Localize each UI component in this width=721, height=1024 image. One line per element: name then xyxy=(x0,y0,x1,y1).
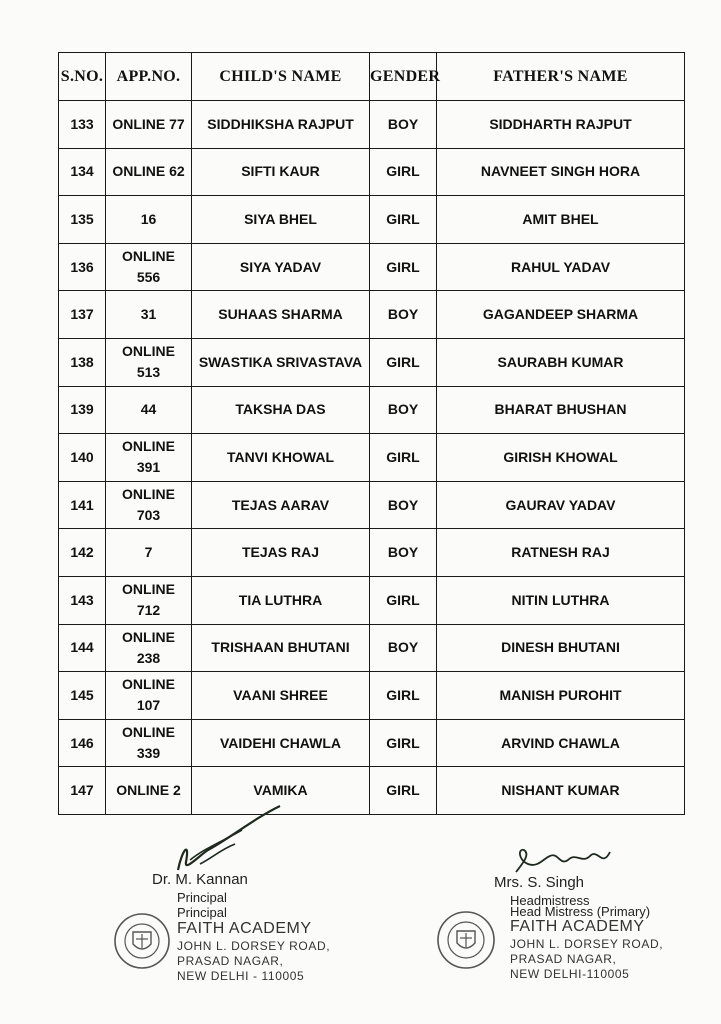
cell-childs-name: SIYA BHEL xyxy=(192,196,370,244)
cell-app-no xyxy=(106,672,192,720)
cell-fathers-name: SAURABH KUMAR xyxy=(437,338,685,386)
cell-gender: GIRL xyxy=(370,148,437,196)
cell-gender: GIRL xyxy=(370,196,437,244)
header-gender: GENDER xyxy=(370,53,437,101)
cell-gender: BOY xyxy=(370,529,437,577)
cell-fathers-name: MANISH PUROHIT xyxy=(437,672,685,720)
cell-app-no xyxy=(106,386,192,434)
cell-childs-name: VAIDEHI CHAWLA xyxy=(192,719,370,767)
cell-fathers-name: GIRISH KHOWAL xyxy=(437,434,685,482)
cell-app-no-line: 238 xyxy=(136,649,161,666)
cell-childs-name: VAANI SHREE xyxy=(192,672,370,720)
cell-childs-name: TEJAS AARAV xyxy=(192,481,370,529)
table-body xyxy=(59,101,685,815)
cell-fathers-name: GAURAV YADAV xyxy=(437,481,685,529)
headmistress-title: Headmistress xyxy=(510,893,590,908)
principal-name: Dr. M. Kannan xyxy=(152,871,248,888)
cell-app-no-line: ONLINE xyxy=(122,438,175,455)
cell-sno: 139 xyxy=(59,386,106,434)
cell-gender: GIRL xyxy=(370,719,437,767)
admission-list-table-wrapper xyxy=(58,52,684,815)
cell-childs-name: TANVI KHOWAL xyxy=(192,434,370,482)
cell-app-no-line: 7 xyxy=(144,544,153,561)
cell-childs-name: VAMIKA xyxy=(192,767,370,815)
principal-stamp-title: Principal xyxy=(177,905,227,920)
cell-sno: 141 xyxy=(59,481,106,529)
principal-stamp-address-3: NEW DELHI - 110005 xyxy=(177,969,305,983)
table-row xyxy=(59,529,685,577)
cell-gender: GIRL xyxy=(370,672,437,720)
table-row xyxy=(59,338,685,386)
cell-sno: 135 xyxy=(59,196,106,244)
header-app-no: APP.NO. xyxy=(106,53,192,101)
principal-stamp-address-1: JOHN L. DORSEY ROAD, xyxy=(177,939,331,953)
cell-gender: GIRL xyxy=(370,434,437,482)
cell-app-no xyxy=(106,719,192,767)
cell-fathers-name: GAGANDEEP SHARMA xyxy=(437,291,685,339)
cell-app-no-line: 339 xyxy=(136,745,161,762)
cell-app-no-line: 703 xyxy=(136,507,161,524)
cell-fathers-name: SIDDHARTH RAJPUT xyxy=(437,101,685,149)
table-row xyxy=(59,291,685,339)
principal-signature-scribble xyxy=(160,800,290,880)
table-row xyxy=(59,624,685,672)
cell-app-no xyxy=(106,624,192,672)
cell-fathers-name: NITIN LUTHRA xyxy=(437,576,685,624)
cell-sno: 142 xyxy=(59,529,106,577)
cell-app-no-line: 391 xyxy=(136,459,161,476)
cell-gender: BOY xyxy=(370,624,437,672)
cell-app-no-line: 107 xyxy=(136,697,161,714)
cell-app-no-line: ONLINE 62 xyxy=(112,163,185,180)
cell-app-no-line: ONLINE xyxy=(122,248,175,265)
table-row xyxy=(59,672,685,720)
principal-title: Principal xyxy=(177,890,227,905)
cell-app-no-line: ONLINE xyxy=(122,724,175,741)
cell-gender: GIRL xyxy=(370,576,437,624)
cell-childs-name: SUHAAS SHARMA xyxy=(192,291,370,339)
cell-sno: 146 xyxy=(59,719,106,767)
cell-app-no xyxy=(106,338,192,386)
cell-app-no-line: 44 xyxy=(140,401,157,418)
cell-gender: BOY xyxy=(370,386,437,434)
headmistress-stamp-address-2: PRASAD NAGAR, xyxy=(510,952,617,966)
cell-sno: 133 xyxy=(59,101,106,149)
cell-childs-name: SIFTI KAUR xyxy=(192,148,370,196)
cell-fathers-name: NISHANT KUMAR xyxy=(437,767,685,815)
table-row xyxy=(59,196,685,244)
table-row xyxy=(59,386,685,434)
cell-childs-name: TRISHAAN BHUTANI xyxy=(192,624,370,672)
admission-list-table xyxy=(58,52,685,815)
cell-app-no-line: 513 xyxy=(136,364,161,381)
cell-sno: 136 xyxy=(59,243,106,291)
headmistress-name: Mrs. S. Singh xyxy=(494,874,585,891)
cell-app-no-line: ONLINE xyxy=(122,676,175,693)
cell-app-no-line: ONLINE xyxy=(122,581,175,598)
cell-app-no xyxy=(106,291,192,339)
cell-app-no-line: ONLINE 77 xyxy=(112,115,185,132)
header-childs-name: CHILD'S NAME xyxy=(192,53,370,101)
cell-fathers-name: NAVNEET SINGH HORA xyxy=(437,148,685,196)
cell-fathers-name: BHARAT BHUSHAN xyxy=(437,386,685,434)
cell-app-no-line: 556 xyxy=(136,269,161,286)
principal-stamp-org: FAITH ACADEMY xyxy=(177,920,312,937)
cell-sno: 138 xyxy=(59,338,106,386)
cell-app-no-line: ONLINE xyxy=(122,628,175,645)
cell-sno: 144 xyxy=(59,624,106,672)
table-row xyxy=(59,481,685,529)
header-fathers-name: FATHER'S NAME xyxy=(437,53,685,101)
principal-stamp-address-2: PRASAD NAGAR, xyxy=(177,954,284,968)
headmistress-stamp-org: FAITH ACADEMY xyxy=(510,918,645,935)
cell-app-no xyxy=(106,481,192,529)
table-row xyxy=(59,434,685,482)
cell-app-no-line: ONLINE xyxy=(122,343,175,360)
cell-gender: BOY xyxy=(370,101,437,149)
cell-sno: 145 xyxy=(59,672,106,720)
cell-gender: GIRL xyxy=(370,338,437,386)
table-header-row xyxy=(59,53,685,101)
school-seal-logo-right xyxy=(436,910,496,970)
table-row xyxy=(59,719,685,767)
cell-app-no-line: 31 xyxy=(140,306,157,323)
cell-app-no-line: 16 xyxy=(140,210,157,227)
cell-sno: 143 xyxy=(59,576,106,624)
cell-app-no xyxy=(106,101,192,149)
cell-fathers-name: RAHUL YADAV xyxy=(437,243,685,291)
table-row xyxy=(59,576,685,624)
cell-childs-name: SWASTIKA SRIVASTAVA xyxy=(192,338,370,386)
table-row xyxy=(59,148,685,196)
cell-sno: 137 xyxy=(59,291,106,339)
cell-fathers-name: DINESH BHUTANI xyxy=(437,624,685,672)
table-row xyxy=(59,767,685,815)
cell-gender: BOY xyxy=(370,291,437,339)
cell-fathers-name: AMIT BHEL xyxy=(437,196,685,244)
cell-app-no xyxy=(106,196,192,244)
school-seal-logo-left xyxy=(113,912,171,970)
cell-app-no xyxy=(106,148,192,196)
cell-childs-name: TIA LUTHRA xyxy=(192,576,370,624)
cell-childs-name: SIYA YADAV xyxy=(192,243,370,291)
headmistress-stamp-title: Head Mistress (Primary) xyxy=(510,904,651,919)
cell-gender: BOY xyxy=(370,481,437,529)
cell-childs-name: SIDDHIKSHA RAJPUT xyxy=(192,101,370,149)
cell-gender: GIRL xyxy=(370,767,437,815)
cell-sno: 134 xyxy=(59,148,106,196)
cell-app-no xyxy=(106,243,192,291)
cell-app-no-line: ONLINE xyxy=(122,486,175,503)
cell-app-no-line: 712 xyxy=(136,602,161,619)
cell-app-no xyxy=(106,576,192,624)
headmistress-stamp-address-1: JOHN L. DORSEY ROAD, xyxy=(510,937,664,951)
table-row xyxy=(59,243,685,291)
cell-childs-name: TEJAS RAJ xyxy=(192,529,370,577)
headmistress-stamp-address-3: NEW DELHI-110005 xyxy=(510,967,630,981)
cell-app-no xyxy=(106,529,192,577)
cell-fathers-name: ARVIND CHAWLA xyxy=(437,719,685,767)
cell-sno: 147 xyxy=(59,767,106,815)
cell-app-no xyxy=(106,434,192,482)
header-sno: S.NO. xyxy=(59,53,106,101)
cell-app-no-line: ONLINE 2 xyxy=(116,782,181,799)
cell-childs-name: TAKSHA DAS xyxy=(192,386,370,434)
table-row xyxy=(59,101,685,149)
cell-sno: 140 xyxy=(59,434,106,482)
cell-gender: GIRL xyxy=(370,243,437,291)
cell-fathers-name: RATNESH RAJ xyxy=(437,529,685,577)
